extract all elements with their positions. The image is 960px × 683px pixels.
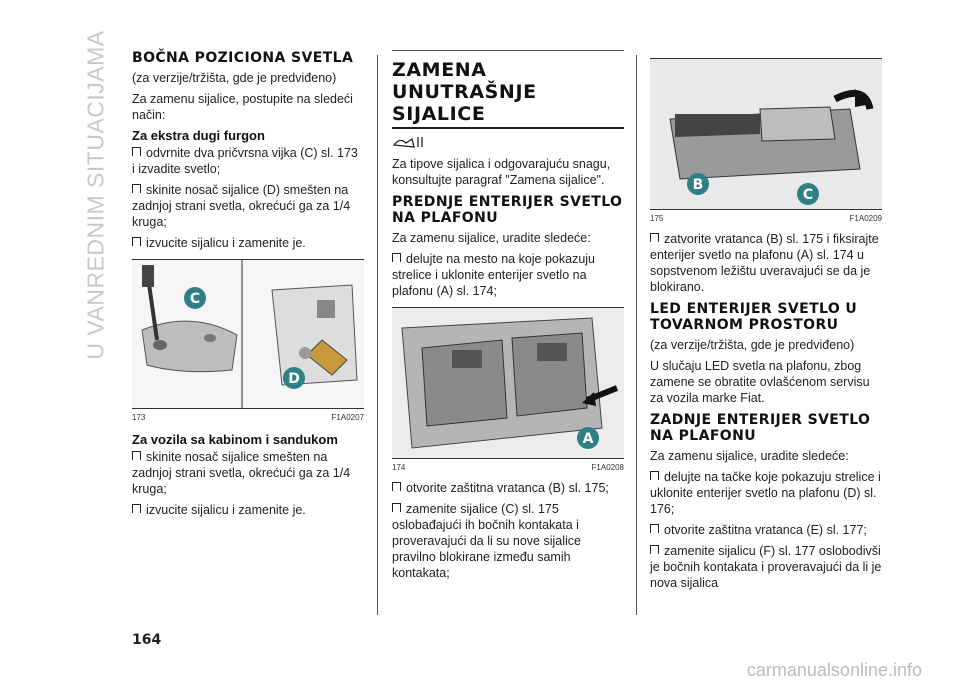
bullet-icon xyxy=(132,147,141,156)
bullet-icon xyxy=(132,504,141,513)
figure-number: 175 xyxy=(650,214,664,223)
bullet-icon xyxy=(650,471,659,480)
figure-number: 174 xyxy=(392,463,406,472)
column-3 xyxy=(650,50,882,596)
figure-173 xyxy=(132,259,364,409)
bullet-icon xyxy=(650,545,659,554)
bullet-icon xyxy=(392,482,401,491)
paragraph: Za zamenu sijalice, postupite na sledeći način: xyxy=(132,92,353,122)
callout-b: B xyxy=(692,177,704,193)
bullet-icon xyxy=(650,233,659,242)
section-title: PREDNJE ENTERIJER SVETLO NA PLAFONU xyxy=(392,194,623,226)
bullet-text: izvucite sijalicu i zamenite je. xyxy=(146,503,306,517)
bullet-text: delujte na mesto na koje pokazuju strelice i uklonite enterijer svetlo na plafonu (A) sl. 174; xyxy=(392,252,596,298)
paragraph: U slučaju LED svetla na plafonu, zbog zamene se obratite ovlašćenom servisu za vozila marke Fiat. xyxy=(650,359,870,405)
paragraph: (za verzije/tržišta, gde je predviđeno) xyxy=(650,338,855,352)
bulb-replacement-illustration xyxy=(650,59,882,209)
paragraph: Za tipove sijalica i odgovarajuću snagu, konsultujte paragraf "Zamena sijalice". xyxy=(392,157,611,187)
bullet-text: delujte na tačke koje pokazuju strelice i uklonite enterijer svetlo na plafonu (D) sl. 176; xyxy=(650,470,881,516)
bullet-item xyxy=(392,501,624,581)
figure-174 xyxy=(392,307,624,459)
paragraph: Za zamenu sijalice, uradite sledeće: xyxy=(392,231,591,245)
paragraph: (za verzije/tržišta, gde je predviđeno) xyxy=(132,71,337,85)
section-title: BOČNA POZICIONA SVETLA xyxy=(132,50,354,66)
bullet-icon xyxy=(392,503,401,512)
section-title: ZADNJE ENTERIJER SVETLO NA PLAFONU xyxy=(650,412,871,444)
bullet-text: zamenite sijalice (C) sl. 175 oslobađajući ih bočnih kontakata i proveravajući da li su nove sijalice pravilno blokirane između samih kontakata; xyxy=(392,502,581,580)
subsection-title: Za vozila sa kabinom i sandukom xyxy=(132,432,338,447)
bullet-text: otvorite zaštitna vratanca (B) sl. 175; xyxy=(406,481,609,495)
watermark: carmanualsonline.info xyxy=(746,660,922,680)
bullet-item xyxy=(650,469,882,517)
chapter-title: ZAMENA UNUTRAŠNJE SIJALICE xyxy=(392,59,537,125)
column-2 xyxy=(392,50,624,586)
paragraph: Za zamenu sijalice, uradite sledeće: xyxy=(650,449,849,463)
section-title: LED ENTERIJER SVETLO U TOVARNOM PROSTORU xyxy=(650,301,858,333)
bullet-item xyxy=(650,231,882,295)
bullet-item xyxy=(650,522,882,538)
bullet-item xyxy=(132,235,364,251)
callout-d: D xyxy=(288,371,300,387)
bullet-item xyxy=(392,251,624,299)
subsection-title: Za ekstra dugi furgon xyxy=(132,128,265,143)
bullet-item xyxy=(132,182,364,230)
figure-code: F1A0207 xyxy=(331,413,364,422)
side-light-illustration xyxy=(132,260,364,408)
page-number: 164 xyxy=(132,632,162,648)
side-section-tab xyxy=(76,30,116,360)
bullet-text: otvorite zaštitna vratanca (E) sl. 177; xyxy=(664,523,867,537)
bullet-text: skinite nosač sijalice (D) smešten na zadnjoj strani svetla, okrećući ga za 1/4 kruga; xyxy=(132,183,351,229)
bullet-item xyxy=(392,480,624,496)
bullet-text: izvucite sijalicu i zamenite je. xyxy=(146,236,306,250)
callout-a: A xyxy=(582,431,594,447)
bullet-icon xyxy=(132,237,141,246)
bullet-text: zamenite sijalicu (F) sl. 177 oslobodivši je bočnih kontakata i proveravajući da li je nova sijalica xyxy=(650,544,882,590)
bullet-item xyxy=(132,502,364,518)
warning-hand-icon xyxy=(392,135,624,152)
bullet-icon xyxy=(132,184,141,193)
column-divider xyxy=(636,55,637,615)
bullet-item xyxy=(650,543,882,591)
figure-code: F1A0208 xyxy=(591,463,624,472)
figure-caption xyxy=(392,463,624,472)
callout-c: C xyxy=(189,291,201,307)
bullet-item xyxy=(132,145,364,177)
bullet-item xyxy=(132,449,364,497)
side-section-label: U VANREDNIM SITUACIJAMA xyxy=(82,30,109,360)
bullet-text: skinite nosač sijalice smešten na zadnjoj strani svetla, okrećući ga za 1/4 kruga; xyxy=(132,450,351,496)
bullet-text: odvrnite dva pričvrsna vijka (C) sl. 173 i izvadite svetlo; xyxy=(132,146,358,176)
figure-number: 173 xyxy=(132,413,146,422)
bullet-text: zatvorite vratanca (B) sl. 175 i fiksirajte enterijer svetlo na plafonu (A) sl. 174 u sopstvenom ležištu uveravajući se da je blokirano. xyxy=(650,232,879,294)
figure-175 xyxy=(650,58,882,210)
column-divider xyxy=(377,55,378,615)
bullet-icon xyxy=(132,451,141,460)
callout-c: C xyxy=(802,187,814,203)
figure-caption xyxy=(132,413,364,422)
ceiling-light-illustration xyxy=(392,308,624,458)
column-1 xyxy=(132,50,364,523)
figure-caption xyxy=(650,214,882,223)
bullet-icon xyxy=(650,524,659,533)
bullet-icon xyxy=(392,253,401,262)
figure-code: F1A0209 xyxy=(849,214,882,223)
